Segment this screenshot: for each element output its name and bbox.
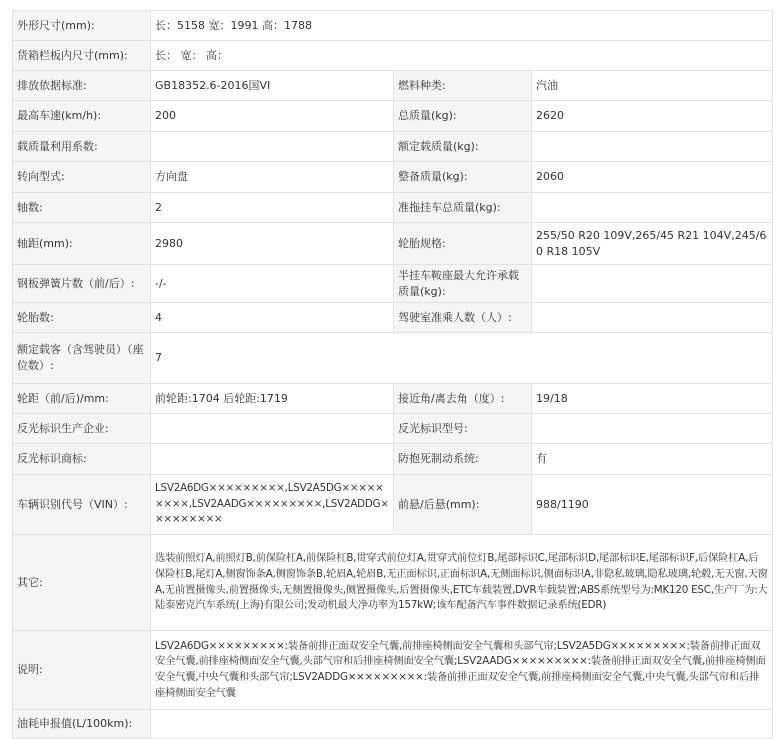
- spec-value: 988/1190: [532, 475, 773, 535]
- spec-row: [13, 71, 773, 101]
- spec-value: 2980: [151, 223, 394, 265]
- spec-value: 前轮距:1704 后轮距:1719: [151, 384, 394, 414]
- spec-row: [13, 132, 773, 162]
- spec-row-seating: [13, 333, 773, 384]
- spec-row: [13, 414, 773, 444]
- spec-value: [532, 303, 773, 333]
- spec-label: 额定载客（含驾驶员）（座位数）:: [13, 333, 151, 384]
- spec-label: 反光标识型号:: [394, 414, 532, 444]
- spec-row: [13, 162, 773, 193]
- spec-label: 半挂车鞍座最大允许承载质量(kg):: [394, 265, 532, 303]
- spec-value: 7: [151, 333, 773, 384]
- spec-label: 准拖挂车总质量(kg):: [394, 193, 532, 223]
- spec-value: [151, 444, 394, 475]
- spec-label: 说明:: [13, 631, 151, 710]
- spec-value: 长： 宽： 高：: [151, 41, 773, 71]
- spec-value: 19/18: [532, 384, 773, 414]
- spec-value: 长：5158 宽：1991 高：1788: [151, 11, 773, 41]
- spec-label: 其它:: [13, 535, 151, 631]
- spec-value: -/-: [151, 265, 394, 303]
- spec-value: [151, 710, 773, 739]
- spec-label: 钢板弹簧片数（前/后）:: [13, 265, 151, 303]
- spec-row: [13, 101, 773, 132]
- spec-label: 车辆识别代号（VIN）:: [13, 475, 151, 535]
- spec-value: 方向盘: [151, 162, 394, 193]
- spec-label: 反光标识生产企业:: [13, 414, 151, 444]
- spec-label: 轮胎规格:: [394, 223, 532, 265]
- spec-value: 2060: [532, 162, 773, 193]
- spec-label: 防抱死制动系统:: [394, 444, 532, 475]
- spec-value: 2: [151, 193, 394, 223]
- spec-label: 前悬/后悬(mm):: [394, 475, 532, 535]
- spec-label: 额定载质量(kg):: [394, 132, 532, 162]
- spec-value: [532, 414, 773, 444]
- spec-value-vin: LSV2A6DG×××××××××,LSV2A5DG×××××××××,LSV2AADG×××××××××,LSV2ADDG×××××××××: [151, 475, 394, 535]
- spec-row: [13, 193, 773, 223]
- spec-value-notes: LSV2A6DG×××××××××:装备前排正面双安全气囊,前排座椅侧面安全气囊和头部气帘;LSV2A5DG×××××××××:装备前排正面双安全气囊,前排座椅侧面安全气囊,头部气帘和后排座椅侧面安全气囊;LSV2AADG×××××××××:装备前排正面双安全气囊,前排座椅侧面安全气囊,中央气囊和头部气帘;LSV2ADDG×××××××××:装备前排正面双安全气囊,前排座椅侧面安全气囊,中央气囊,头部气帘和后排座椅侧面安全气囊: [151, 631, 773, 710]
- spec-value: GB18352.6-2016国VI: [151, 71, 394, 101]
- spec-value: [532, 265, 773, 303]
- spec-label: 排放依据标准:: [13, 71, 151, 101]
- spec-value: [151, 132, 394, 162]
- vehicle-spec-table: [12, 10, 773, 739]
- spec-label: 载质量利用系数:: [13, 132, 151, 162]
- spec-value: [532, 193, 773, 223]
- spec-label: 轮胎数:: [13, 303, 151, 333]
- spec-label: 驾驶室准乘人数（人）:: [394, 303, 532, 333]
- spec-label: 货箱栏板内尺寸(mm):: [13, 41, 151, 71]
- spec-value: 汽油: [532, 71, 773, 101]
- spec-label: 接近角/离去角（度）:: [394, 384, 532, 414]
- spec-label: 整备质量(kg):: [394, 162, 532, 193]
- spec-label: 燃料种类:: [394, 71, 532, 101]
- spec-label: 总质量(kg):: [394, 101, 532, 132]
- spec-label: 转向型式:: [13, 162, 151, 193]
- spec-row: [13, 223, 773, 265]
- spec-row-dimensions: [13, 11, 773, 41]
- spec-label: 轮距（前/后)/mm:: [13, 384, 151, 414]
- spec-row-cargo-box: [13, 41, 773, 71]
- spec-row-vin: [13, 475, 773, 535]
- spec-row: [13, 444, 773, 475]
- spec-label: 油耗申报值(L/100km):: [13, 710, 151, 739]
- spec-label: 轴数:: [13, 193, 151, 223]
- spec-value: 4: [151, 303, 394, 333]
- spec-value: [151, 414, 394, 444]
- spec-label: 反光标识商标:: [13, 444, 151, 475]
- spec-label: 最高车速(km/h):: [13, 101, 151, 132]
- spec-row-other: [13, 535, 773, 631]
- spec-row: [13, 384, 773, 414]
- spec-row: [13, 265, 773, 303]
- spec-value: [532, 132, 773, 162]
- spec-value-other: 选装前照灯A,前照灯B,前保险杠A,前保险杠B,贯穿式前位灯A,贯穿式前位灯B,尾部标识C,尾部标识D,尾部标识E,尾部标识F,后保险杠A,后保险杠B,尾灯A,侧窗饰条A,侧窗饰条B,轮眉A,轮眉B,无正面标识,正面标识A,无侧面标识,侧面标识A,非隐私玻璃,隐私玻璃,轮毂,无天窗,天窗A,无前置摄像头,前置摄像头,无侧置摄像头,侧置摄像头,后置摄像头,ETC车载装置,DVR车载装置;ABS系统型号为:MK120 ESC,生产厂为:大陆泰密克汽车系统(上海)有限公司;发动机最大净功率为157kW;该车配备汽车事件数据记录系统(EDR): [151, 535, 773, 631]
- spec-row-notes: [13, 631, 773, 710]
- spec-value: 255/50 R20 109V,265/45 R21 104V,245/60 R18 105V: [532, 223, 773, 265]
- spec-row: [13, 303, 773, 333]
- spec-label: 轴距(mm):: [13, 223, 151, 265]
- spec-value: 200: [151, 101, 394, 132]
- spec-value: 2620: [532, 101, 773, 132]
- spec-label: 外形尺寸(mm):: [13, 11, 151, 41]
- spec-row-fuel-consumption: [13, 710, 773, 739]
- spec-value: 有: [532, 444, 773, 475]
